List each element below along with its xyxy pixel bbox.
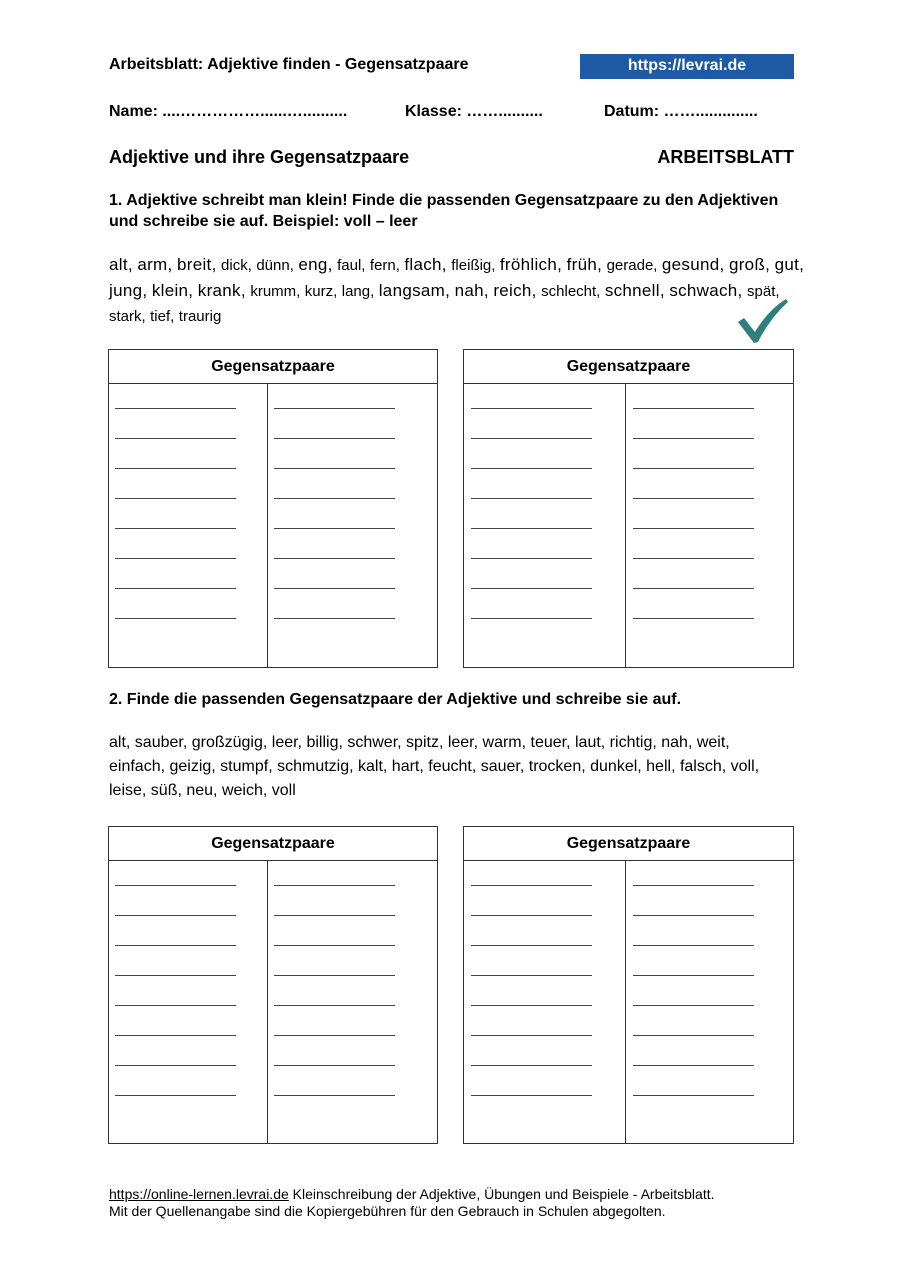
answer-line: [115, 558, 236, 559]
answer-box-2a: [108, 826, 438, 1144]
answer-line: [471, 498, 592, 499]
answer-line: [115, 1095, 236, 1096]
answer-line: [115, 915, 236, 916]
answer-line: [471, 1035, 592, 1036]
word: klein,: [151, 281, 194, 300]
answer-line: [115, 438, 236, 439]
answer-line: [633, 468, 754, 469]
answer-box-2b: [463, 826, 794, 1144]
word: krumm,: [250, 283, 301, 300]
answer-line: [274, 1095, 395, 1096]
footer-text: Kleinschreibung der Adjektive, Übungen und Beispiele - Arbeitsblatt.: [288, 1186, 715, 1202]
answer-line: [274, 588, 395, 589]
answer-line: [633, 1035, 754, 1036]
answer-line: [115, 498, 236, 499]
answer-line: [115, 408, 236, 409]
date-field: Datum: ……..............: [604, 103, 758, 120]
answer-line: [274, 408, 395, 409]
answer-line: [633, 408, 754, 409]
word: langsam,: [378, 281, 451, 300]
answer-line: [633, 528, 754, 529]
word: alt,: [109, 255, 133, 274]
word: stark,: [109, 308, 146, 325]
answer-line: [115, 1065, 236, 1066]
box-body: [109, 861, 437, 1143]
word: spät,: [747, 283, 780, 300]
word: eng,: [298, 255, 333, 274]
footer-link[interactable]: https://online-lernen.levrai.de: [109, 1186, 289, 1202]
answer-box-1a: [108, 349, 438, 668]
answer-line: [274, 945, 395, 946]
box-heading: Gegensatzpaare: [109, 350, 437, 384]
answer-line: [471, 1065, 592, 1066]
answer-line: [471, 408, 592, 409]
answer-line: [633, 588, 754, 589]
section-tag: ARBEITSBLATT: [657, 147, 794, 167]
answer-line: [633, 1005, 754, 1006]
box-body: [464, 861, 793, 1143]
word: schnell,: [604, 281, 665, 300]
word: arm,: [137, 255, 173, 274]
word: krank,: [197, 281, 246, 300]
answer-line: [274, 498, 395, 499]
footer-copyright: Mit der Quellenangabe sind die Kopiergebühren für den Gebrauch in Schulen abgegolten.: [109, 1203, 666, 1219]
answer-line: [471, 528, 592, 529]
answer-line: [471, 885, 592, 886]
box-body: [464, 384, 793, 667]
section-title: Adjektive und ihre Gegensatzpaare: [109, 147, 410, 167]
word: fleißig,: [451, 257, 496, 274]
answer-line: [274, 558, 395, 559]
word: reich,: [493, 281, 537, 300]
answer-box-1b: [463, 349, 794, 668]
answer-line: [274, 618, 395, 619]
word: tief,: [150, 308, 175, 325]
answer-line: [471, 438, 592, 439]
answer-line: [633, 1065, 754, 1066]
answer-line: [471, 975, 592, 976]
word: nah,: [454, 281, 489, 300]
word: fröhlich,: [499, 255, 563, 274]
answer-line: [115, 468, 236, 469]
levrai-link[interactable]: https://levrai.de: [580, 54, 794, 79]
box-heading: Gegensatzpaare: [464, 827, 793, 861]
word: dünn,: [256, 257, 294, 274]
answer-line: [274, 885, 395, 886]
word: gut,: [774, 255, 805, 274]
answer-line: [471, 588, 592, 589]
word: kurz,: [304, 283, 338, 300]
word: gerade,: [606, 257, 658, 274]
answer-line: [471, 1095, 592, 1096]
answer-line: [471, 915, 592, 916]
answer-line: [115, 1005, 236, 1006]
answer-line: [274, 1065, 395, 1066]
worksheet-title: Arbeitsblatt: Adjektive finden - Gegensatzpaare: [109, 56, 469, 73]
word: fern,: [369, 257, 400, 274]
answer-line: [471, 558, 592, 559]
answer-line: [115, 528, 236, 529]
answer-line: [633, 558, 754, 559]
answer-line: [633, 945, 754, 946]
task-1-instructions: 1. Adjektive schreibt man klein! Finde die passenden Gegensatzpaare zu den Adjektiven und schreibe sie auf. Beispiel: voll – leer: [109, 192, 779, 230]
word: traurig: [178, 308, 222, 325]
box-heading: Gegensatzpaare: [109, 827, 437, 861]
answer-line: [274, 468, 395, 469]
word: groß,: [728, 255, 771, 274]
name-field: Name: ....……………......…..........: [109, 103, 348, 120]
answer-line: [274, 528, 395, 529]
answer-line: [115, 618, 236, 619]
word: früh,: [566, 255, 603, 274]
task-1-word-list: [109, 252, 809, 329]
answer-line: [115, 945, 236, 946]
answer-line: [274, 915, 395, 916]
class-field: Klasse: ……..........: [405, 103, 543, 120]
answer-line: [274, 438, 395, 439]
answer-line: [115, 885, 236, 886]
task-2-instructions: 2. Finde die passenden Gegensatzpaare der Adjektive und schreibe sie auf.: [109, 691, 682, 708]
answer-line: [471, 1005, 592, 1006]
word: breit,: [177, 255, 217, 274]
word: gesund,: [661, 255, 725, 274]
box-heading: Gegensatzpaare: [464, 350, 793, 384]
word: faul,: [337, 257, 366, 274]
answer-line: [633, 438, 754, 439]
answer-line: [274, 1035, 395, 1036]
word: jung,: [109, 281, 148, 300]
answer-line: [274, 1005, 395, 1006]
task-2-word-list: alt, sauber, großzügig, leer, billig, schwer, spitz, leer, warm, teuer, laut, richtig, nah, weit, einfach, geizig, stumpf, schmutzig, kalt, hart, feucht, sauer, trocken, dunkel, hell, falsch, voll, leise, süß, neu, weich, voll: [109, 734, 760, 799]
answer-line: [633, 498, 754, 499]
answer-line: [633, 618, 754, 619]
word: schwach,: [669, 281, 743, 300]
word: dick,: [221, 257, 252, 274]
answer-line: [471, 945, 592, 946]
answer-line: [115, 1035, 236, 1036]
word: schlecht,: [541, 283, 601, 300]
box-body: [109, 384, 437, 667]
answer-line: [471, 618, 592, 619]
answer-line: [633, 885, 754, 886]
check-mark-icon: [734, 296, 790, 346]
answer-line: [274, 975, 395, 976]
answer-line: [633, 915, 754, 916]
footer: [109, 1186, 715, 1220]
answer-line: [633, 1095, 754, 1096]
answer-line: [633, 975, 754, 976]
answer-line: [115, 975, 236, 976]
answer-line: [471, 468, 592, 469]
word: lang,: [341, 283, 375, 300]
answer-line: [115, 588, 236, 589]
word: flach,: [404, 255, 447, 274]
